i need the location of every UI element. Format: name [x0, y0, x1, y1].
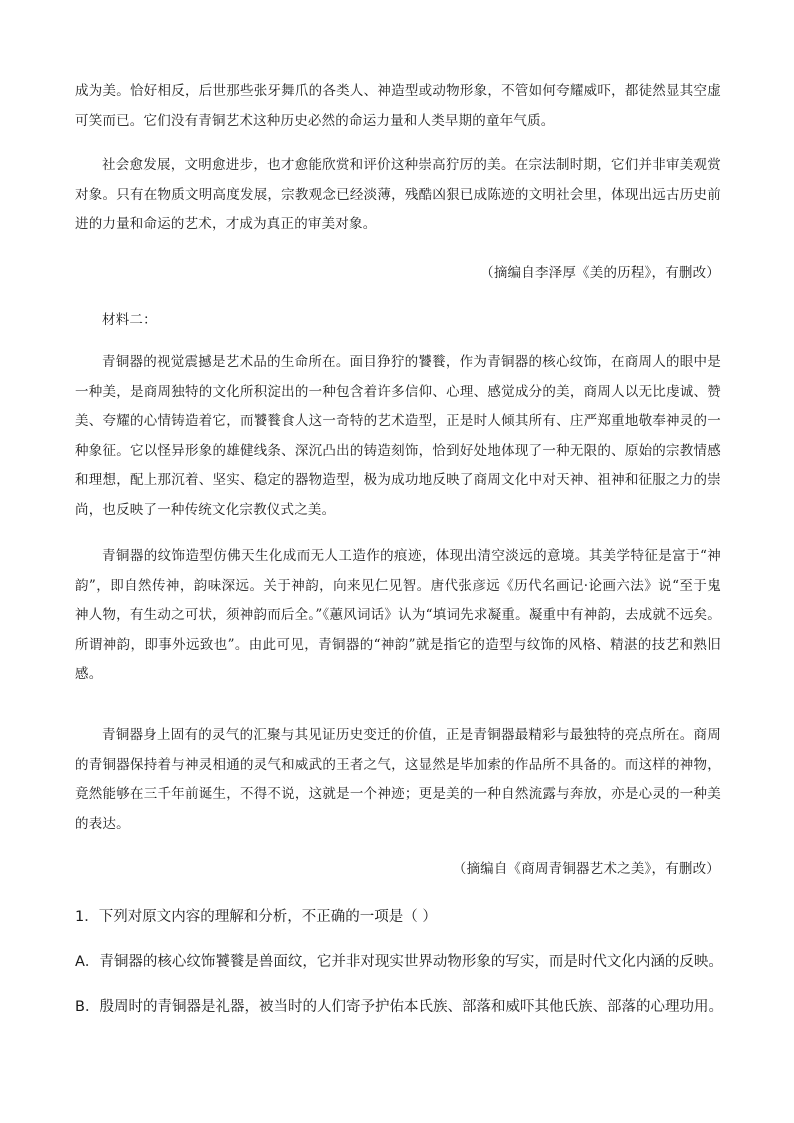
question-1-option-b: B．殷周时的青铜器是礼器，被当时的人们寄予护佑本氏族、部落和威吓其他氏族、部落的心理功用。 — [75, 999, 723, 1015]
material2-paragraph-2: 青铜器的纹饰造型仿佛天生化成而无人工造作的痕迹，体现出清空淡远的意境。其美学特征是富于“神韵”，即自然传神，韵味深远。关于神韵，向来见仁见智。唐代张彦远《历代名画记·论画六法》说“至于鬼神人物，有生动之可状，须神韵而后全。”《蕙风词话》认为“填词先求凝重。凝重中有神韵，去成就不远矣。所谓神韵，即事外远致也”。由此可见，青铜器的“神韵”就是指它的造型与纹饰的风格、精湛的技艺和熟旧感。 — [75, 548, 721, 682]
question-1-stem: 1．下列对原文内容的理解和分析，不正确的一项是（ ） — [75, 909, 437, 925]
material2-paragraph-1: 青铜器的视觉震撼是艺术品的生命所在。面目狰狞的饕餮，作为青铜器的核心纹饰，在商周人的眼中是一种美，是商周独特的文化所积淀出的一种包含着许多信仰、心理、感觉成分的美，商周人以无比虔诚、赞美、夸耀的心情铸造着它，而饕餮食人这一奇特的艺术造型，正是时人倾其所有、庄严郑重地敬奉神灵的一种象征。它以怪异形象的雄健线条、深沉凸出的铸造刻饰，恰到好处地体现了一种无限的、原始的宗教情感和理想，配上那沉着、坚实、稳定的器物造型，极为成功地反映了商周文化中对天神、祖神和征服之力的崇尚，也反映了一种传统文化宗教仪式之美。 — [75, 354, 721, 518]
material1-source: （摘编自李泽厚《美的历程》，有删改） — [480, 265, 720, 281]
material2-source: （摘编自《商周青铜器艺术之美》，有删改） — [452, 861, 720, 877]
material1-paragraph-2: 社会愈发展，文明愈进步，也才愈能欣赏和评价这种崇高狞厉的美。在宗法制时期，它们并非审美观赏对象。只有在物质文明高度发展，宗教观念已经淡薄，残酷凶狠已成陈迹的文明社会里，体现出远古历史前进的力量和命运的艺术，才成为真正的审美对象。 — [75, 157, 721, 232]
question-1-option-a: A．青铜器的核心纹饰饕餮是兽面纹，它并非对现实世界动物形象的写实，而是时代文化内涵的反映。 — [75, 954, 723, 970]
material1-paragraph-1: 成为美。恰好相反，后世那些张牙舞爪的各类人、神造型或动物形象，不管如何夸耀威吓，都徒然显其空虚可笑而已。它们没有青铜艺术这种历史必然的命运力量和人类早期的童年气质。 — [75, 83, 721, 129]
material2-heading: 材料二： — [102, 312, 157, 328]
material2-paragraph-3: 青铜器身上固有的灵气的汇聚与其见证历史变迁的价值，正是青铜器最精彩与最独特的亮点所在。商周的青铜器保持着与神灵相通的灵气和威武的王者之气，这显然是毕加索的作品所不具备的。而这样的神物，竟然能够在三千年前诞生，不得不说，这就是一个神迹；更是美的一种自然流露与奔放，亦是心灵的一种美的表达。 — [75, 727, 721, 832]
